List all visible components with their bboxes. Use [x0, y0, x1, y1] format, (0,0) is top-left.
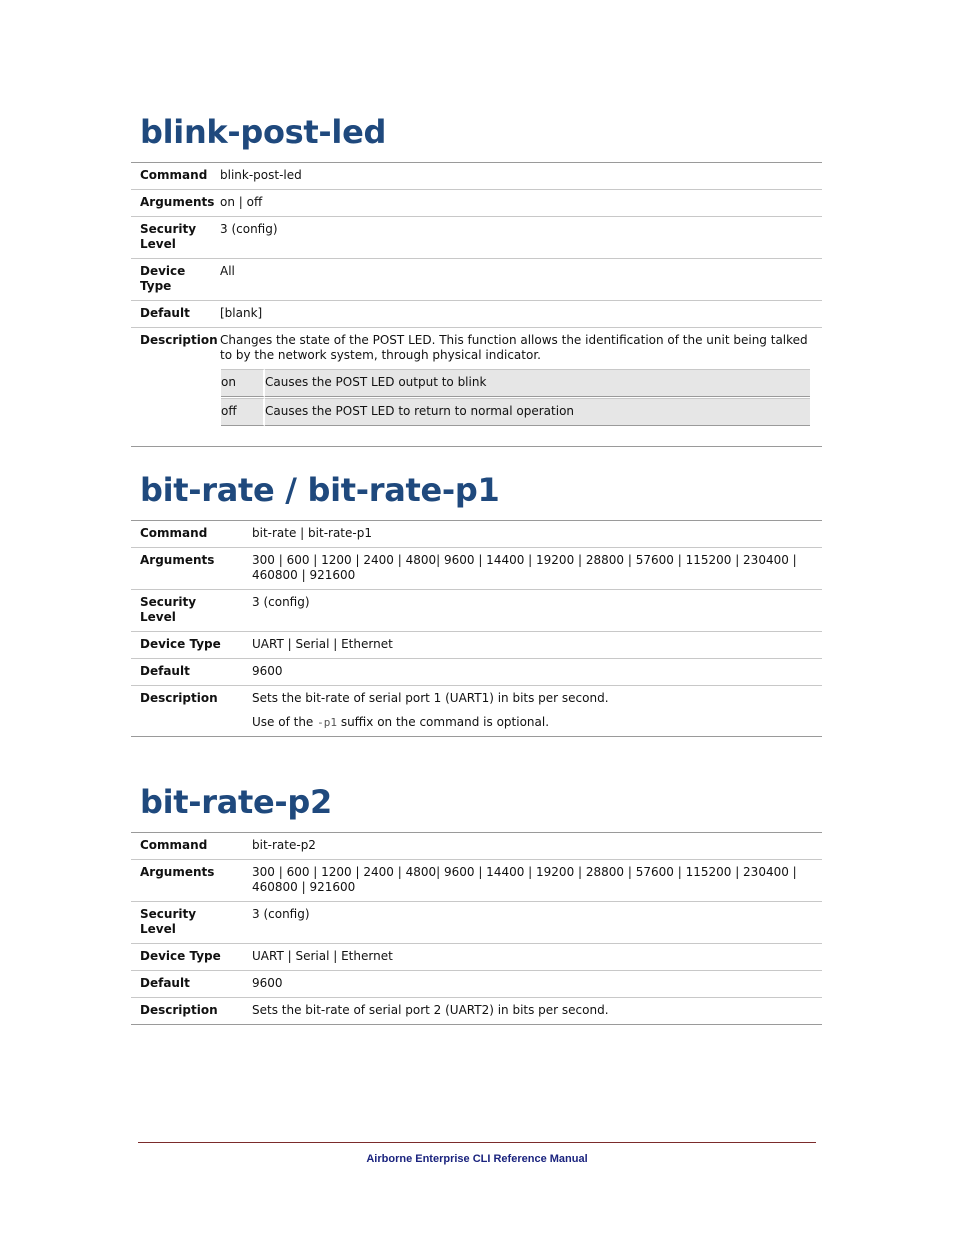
row-label: Arguments: [131, 548, 252, 590]
row-label: Default: [131, 659, 252, 686]
row-value: 300 | 600 | 1200 | 2400 | 4800| 9600 | 14400 | 19200 | 28800 | 57600 | 115200 | 230400 | 460800 | 921600: [252, 548, 822, 590]
section-blink-post-led: [131, 112, 822, 447]
table-row: [131, 259, 822, 301]
row-value: All: [220, 259, 822, 301]
section-bit-rate: [131, 470, 822, 737]
description-note: [252, 715, 810, 730]
row-value: bit-rate | bit-rate-p1: [252, 521, 822, 548]
table-row: [131, 998, 822, 1025]
command-table: [131, 520, 822, 737]
table-row: [131, 944, 822, 971]
table-row: [131, 590, 822, 632]
row-value: 9600: [252, 659, 822, 686]
table-row: [131, 659, 822, 686]
section-title: bit-rate-p2: [140, 783, 332, 821]
row-label: Arguments: [131, 190, 220, 217]
row-label: Arguments: [131, 860, 252, 902]
section-bit-rate-p2: [131, 782, 822, 1025]
note-text: suffix on the command is optional.: [337, 715, 550, 729]
options-table: [221, 368, 810, 427]
table-row: [131, 971, 822, 998]
table-row: [131, 860, 822, 902]
row-label: Description: [131, 686, 252, 737]
row-value: [blank]: [220, 301, 822, 328]
row-value: UART | Serial | Ethernet: [252, 632, 822, 659]
row-value: 3 (config): [220, 217, 822, 259]
option-text: Causes the POST LED output to blink: [265, 369, 810, 397]
row-value: UART | Serial | Ethernet: [252, 944, 822, 971]
table-row: [131, 521, 822, 548]
row-value: blink-post-led: [220, 163, 822, 190]
row-value-description: [220, 328, 822, 447]
row-label: Default: [131, 971, 252, 998]
row-label: Device Type: [131, 944, 252, 971]
command-table: [131, 162, 822, 447]
table-row: [131, 548, 822, 590]
row-value: 3 (config): [252, 590, 822, 632]
table-row: [131, 163, 822, 190]
row-label: Security Level: [131, 590, 252, 632]
row-label: Device Type: [131, 632, 252, 659]
row-value: on | off: [220, 190, 822, 217]
row-value-description: [252, 686, 822, 737]
footer-title: Airborne Enterprise CLI Reference Manual: [366, 1153, 588, 1165]
section-title: bit-rate / bit-rate-p1: [140, 471, 500, 509]
row-label: Security Level: [131, 217, 220, 259]
table-row: [131, 190, 822, 217]
row-label: Description: [131, 328, 220, 447]
table-row: [131, 902, 822, 944]
table-row: [131, 833, 822, 860]
row-value: 3 (config): [252, 902, 822, 944]
row-value: bit-rate-p2: [252, 833, 822, 860]
row-label: Default: [131, 301, 220, 328]
option-key: off: [221, 398, 265, 426]
option-row: [221, 398, 810, 426]
row-label: Command: [131, 163, 220, 190]
description-text: Sets the bit-rate of serial port 1 (UART1) in bits per second.: [252, 691, 609, 705]
row-label: Command: [131, 521, 252, 548]
row-value: Sets the bit-rate of serial port 2 (UART2) in bits per second.: [252, 998, 822, 1025]
option-row: [221, 369, 810, 397]
note-text: Use of the: [252, 715, 318, 729]
table-row: [131, 686, 822, 737]
option-key: on: [221, 369, 265, 397]
row-label: Description: [131, 998, 252, 1025]
note-code: -p1: [317, 716, 337, 729]
row-label: Device Type: [131, 259, 220, 301]
row-label: Command: [131, 833, 252, 860]
option-text: Causes the POST LED to return to normal operation: [265, 398, 810, 426]
section-title: blink-post-led: [140, 113, 387, 151]
table-row: [131, 217, 822, 259]
description-text: Changes the state of the POST LED. This function allows the identification of the unit being talked to by the network system, through physical indicator.: [220, 333, 808, 362]
table-row: [131, 328, 822, 447]
row-value: 9600: [252, 971, 822, 998]
command-table: [131, 832, 822, 1025]
table-row: [131, 301, 822, 328]
table-row: [131, 632, 822, 659]
footer-rule: [138, 1142, 816, 1143]
row-value: 300 | 600 | 1200 | 2400 | 4800| 9600 | 14400 | 19200 | 28800 | 57600 | 115200 | 230400 | 460800 | 921600: [252, 860, 822, 902]
row-label: Security Level: [131, 902, 252, 944]
